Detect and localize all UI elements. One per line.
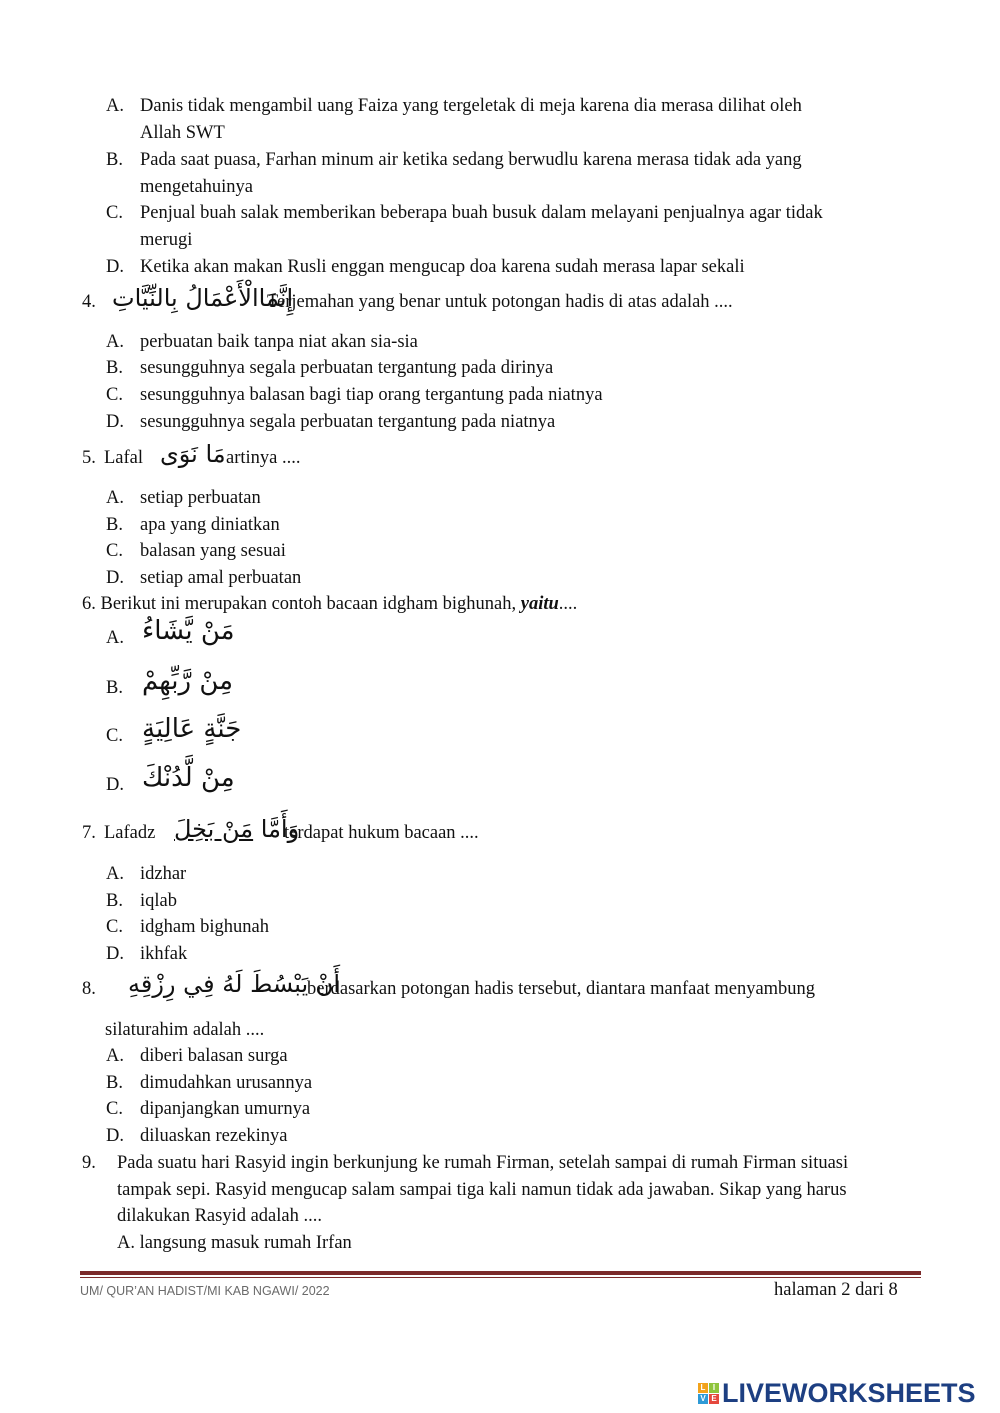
q8-option-b-letter: B. (106, 1073, 123, 1093)
footer-divider-thick (80, 1271, 921, 1275)
q4-option-b-text: sesungguhnya segala perbuatan tergantung pada dirinya (140, 358, 554, 378)
q3-option-a-letter: A. (106, 96, 124, 116)
q5-arabic: مَا نَوَى (160, 440, 226, 468)
q3-option-c-line1: Penjual buah salak memberikan beberapa buah busuk dalam melayani penjualnya agar tidak (140, 203, 823, 223)
q9-number: 9. (82, 1153, 96, 1173)
q5-option-a-letter: A. (106, 488, 124, 508)
q5-option-d-letter: D. (106, 568, 124, 588)
q7-option-d-text: ikhfak (140, 944, 188, 964)
liveworksheets-logo-icon (698, 1383, 719, 1404)
q5-option-b-letter: B. (106, 515, 123, 535)
q3-option-d-letter: D. (106, 257, 124, 277)
q4-option-a-text: perbuatan baik tanpa niat akan sia-sia (140, 332, 418, 352)
logo-tile-e: E (709, 1394, 719, 1404)
q8-option-d-text: diluaskan rezekinya (140, 1126, 288, 1146)
logo-tile-v: V (698, 1394, 708, 1404)
q5-option-c-letter: C. (106, 541, 123, 561)
liveworksheets-wordmark: LIVEWORKSHEETS (722, 1378, 976, 1408)
q5-number: 5. (82, 448, 96, 468)
question-6 (82, 594, 577, 615)
q4-option-c-letter: C. (106, 385, 123, 405)
q7-option-a-text: idzhar (140, 864, 187, 884)
q7-arabic (174, 815, 299, 843)
q8-question-text: berdasarkan potongan hadis tersebut, diantara manfaat menyambung (307, 979, 816, 999)
q8-option-c-letter: C. (106, 1099, 123, 1119)
q6-option-a-letter: A. (106, 628, 124, 648)
q6-option-c-arabic: جَنَّةٍ عَالِيَةٍ (142, 714, 242, 744)
q6-option-b-letter: B. (106, 678, 123, 698)
q3-option-c-letter: C. (106, 203, 123, 223)
q8-option-a-text: diberi balasan surga (140, 1046, 288, 1066)
q3-option-a-line2: Allah SWT (140, 123, 225, 143)
q9-line3: dilakukan Rasyid adalah .... (117, 1206, 322, 1226)
q6-option-c-letter: C. (106, 726, 123, 746)
q3-option-a-line1: Danis tidak mengambil uang Faiza yang tergeletak di meja karena dia merasa dilihat oleh (140, 96, 802, 116)
q5-option-c-text: balasan yang sesuai (140, 541, 286, 561)
q6-option-b-arabic: مِنْ رَّبِّهِمْ (142, 666, 234, 696)
q3-option-b-letter: B. (106, 150, 123, 170)
q4-option-b-letter: B. (106, 358, 123, 378)
q8-option-a-letter: A. (106, 1046, 124, 1066)
q3-option-c-line2: merugi (140, 230, 193, 250)
q6-emphasis: yaitu (520, 594, 559, 614)
q5-prefix: Lafal (104, 448, 144, 468)
liveworksheets-logo[interactable] (698, 1378, 976, 1409)
q8-option-d-letter: D. (106, 1126, 124, 1146)
q4-arabic: إِنَّمَاالْأَعْمَالُ بِالنِّيَّاتِ (112, 284, 294, 312)
q7-option-d-letter: D. (106, 944, 124, 964)
q5-option-b-text: apa yang diniatkan (140, 515, 280, 535)
q8-number: 8. (82, 979, 96, 999)
footer-divider-thin (80, 1277, 921, 1278)
footer-page-number: halaman 2 dari 8 (774, 1280, 898, 1300)
footer-exam-code: UM/ QUR’AN HADIST/MI KAB NGAWI/ 2022 (80, 1284, 330, 1298)
q4-option-c-text: sesungguhnya balasan bagi tiap orang tergantung pada niatnya (140, 385, 603, 405)
q9-option-a: A. langsung masuk rumah Irfan (117, 1233, 352, 1253)
q4-option-a-letter: A. (106, 332, 124, 352)
q7-option-c-letter: C. (106, 917, 123, 937)
q7-number: 7. (82, 823, 96, 843)
q7-option-b-letter: B. (106, 891, 123, 911)
q5-option-d-text: setiap amal perbuatan (140, 568, 302, 588)
q7-option-c-text: idgham bighunah (140, 917, 269, 937)
q7-arabic-lead: وَأَمَّا (260, 815, 300, 843)
q9-line1: Pada suatu hari Rasyid ingin berkunjung ke rumah Firman, setelah sampai di rumah Firman situasi (117, 1153, 849, 1173)
q7-option-b-text: iqlab (140, 891, 177, 911)
q8-arabic: أَنْ يَبْسُطَ لَهُ فِي رِزْقِهِ (128, 970, 341, 998)
q3-option-b-line2: mengetahuinya (140, 177, 254, 197)
q6-option-d-letter: D. (106, 775, 124, 795)
q3-option-d-line1: Ketika akan makan Rusli enggan mengucap doa karena sudah merasa lapar sekali (140, 257, 745, 277)
q8-option-c-text: dipanjangkan umurnya (140, 1099, 311, 1119)
q6-option-d-arabic: مِنْ لَّدُنْكَ (142, 763, 235, 793)
q4-question-text: Terjemahan yang benar untuk potongan hadis di atas adalah .... (267, 292, 733, 312)
q4-option-d-letter: D. (106, 412, 124, 432)
q6-text: Berikut ini merupakan contoh bacaan idgham bighunah, (100, 594, 517, 614)
q3-option-b-line1: Pada saat puasa, Farhan minum air ketika sedang berwudlu karena merasa tidak ada yang (140, 150, 802, 170)
q7-arabic-underlined: مَنْ بَخِلَ (174, 815, 254, 843)
logo-tile-i: I (709, 1383, 719, 1393)
q6-ellipsis: .... (558, 594, 578, 614)
q8-option-b-text: dimudahkan urusannya (140, 1073, 313, 1093)
q6-number: 6. (82, 594, 96, 614)
q8-continuation: silaturahim adalah .... (105, 1020, 265, 1040)
q7-prefix: Lafadz (104, 823, 156, 843)
q4-option-d-text: sesungguhnya segala perbuatan tergantung pada niatnya (140, 412, 556, 432)
logo-tile-l: L (698, 1383, 708, 1393)
q4-number: 4. (82, 292, 96, 312)
q7-option-a-letter: A. (106, 864, 124, 884)
q5-option-a-text: setiap perbuatan (140, 488, 261, 508)
q9-line2: tampak sepi. Rasyid mengucap salam sampai tiga kali namun tidak ada jawaban. Sikap yang harus (117, 1180, 847, 1200)
q7-suffix: terdapat hukum bacaan .... (284, 823, 479, 843)
q6-option-a-arabic: مَنْ يَّشَاءُ (142, 616, 235, 646)
q5-suffix: artinya .... (226, 448, 301, 468)
